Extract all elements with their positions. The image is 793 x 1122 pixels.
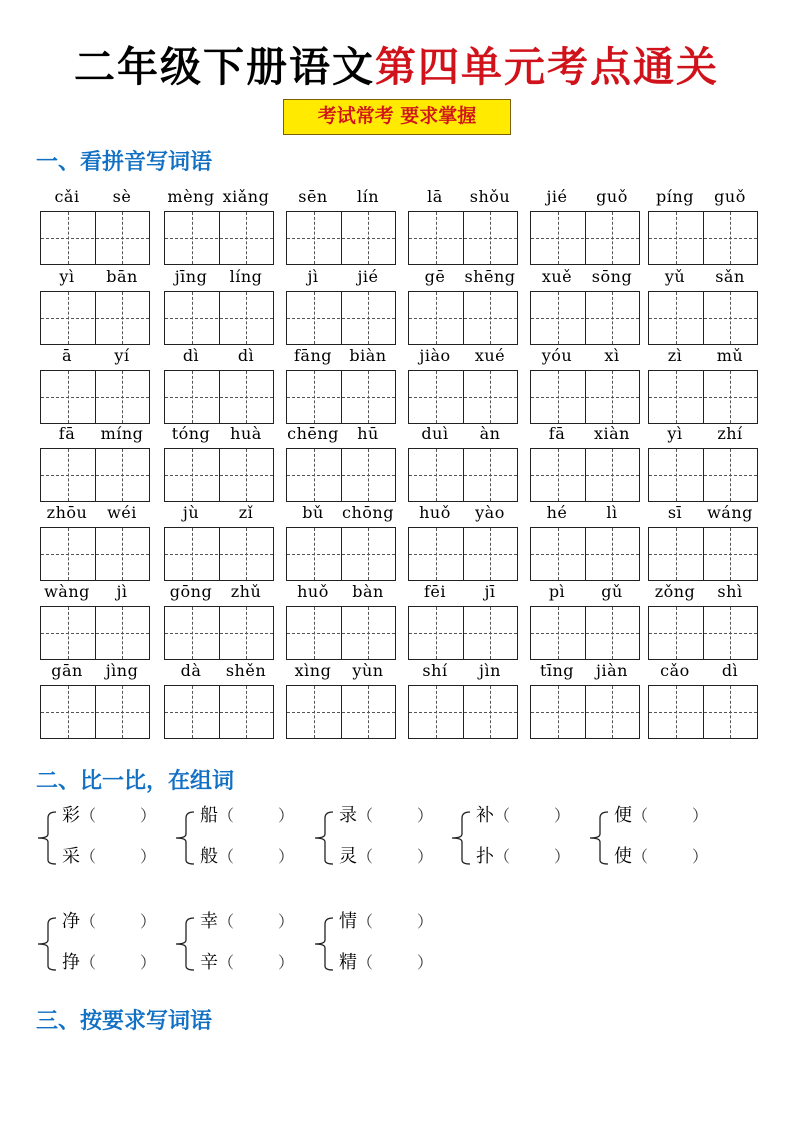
pinyin-syllable: cǎi bbox=[54, 187, 80, 206]
compare-group bbox=[172, 804, 312, 868]
pinyin-syllable: jiàn bbox=[596, 661, 628, 680]
writing-grid[interactable] bbox=[648, 211, 758, 265]
compare-word-line[interactable] bbox=[339, 845, 433, 869]
compare-word-line[interactable] bbox=[476, 845, 570, 869]
paren-right: ） bbox=[417, 847, 434, 866]
compare-char: 使 bbox=[614, 846, 632, 867]
writing-grid[interactable] bbox=[648, 685, 758, 739]
pinyin-syllable: yì bbox=[59, 267, 75, 286]
pinyin-cell bbox=[40, 267, 152, 345]
pinyin-syllable: yì bbox=[667, 424, 683, 443]
pinyin-syllable: wàng bbox=[44, 582, 90, 601]
pinyin-cell bbox=[530, 582, 642, 660]
pinyin-cell bbox=[648, 503, 760, 581]
writing-grid[interactable] bbox=[40, 370, 150, 424]
pinyin-syllable: wáng bbox=[707, 503, 753, 522]
paren-left: （ bbox=[218, 806, 235, 825]
paren-right: ） bbox=[278, 953, 295, 972]
pinyin-cell bbox=[286, 661, 398, 739]
writing-grid[interactable] bbox=[530, 291, 640, 345]
pinyin-cell bbox=[530, 346, 642, 424]
paren-left: （ bbox=[494, 806, 511, 825]
pinyin-syllable: zhǔ bbox=[230, 582, 262, 601]
compare-group bbox=[586, 804, 726, 868]
pinyin-cell bbox=[408, 424, 520, 502]
brace-icon bbox=[34, 804, 60, 870]
brace-icon bbox=[311, 910, 337, 976]
compare-char: 般 bbox=[200, 846, 218, 867]
pinyin-syllable: yùn bbox=[352, 661, 384, 680]
pinyin-syllable: bǔ bbox=[302, 503, 324, 522]
pinyin-cell bbox=[408, 582, 520, 660]
compare-char: 便 bbox=[614, 805, 632, 826]
pinyin-syllable: sè bbox=[112, 187, 132, 206]
pinyin-syllable: jìng bbox=[105, 661, 139, 680]
paren-left: （ bbox=[218, 847, 235, 866]
compare-word-line[interactable] bbox=[614, 804, 708, 828]
pinyin-syllable: yào bbox=[475, 503, 505, 522]
pinyin-syllable: ā bbox=[61, 346, 73, 365]
pinyin-syllable: hū bbox=[357, 424, 379, 443]
pinyin-syllable: zǐ bbox=[238, 503, 254, 522]
pinyin-syllable: fāng bbox=[293, 346, 332, 365]
paren-right: ） bbox=[278, 806, 295, 825]
paren-left: （ bbox=[218, 953, 235, 972]
pinyin-cell bbox=[530, 503, 642, 581]
compare-word-line[interactable] bbox=[339, 804, 433, 828]
writing-grid[interactable] bbox=[530, 606, 640, 660]
pinyin-syllable: bān bbox=[106, 267, 138, 286]
brace-icon bbox=[172, 804, 198, 870]
pinyin-syllable: líng bbox=[229, 267, 263, 286]
section-title-pinyin: 一、看拼音写词语 bbox=[36, 150, 213, 175]
compare-char: 净 bbox=[62, 911, 80, 932]
pinyin-syllable: jì bbox=[116, 582, 128, 601]
pinyin-syllable: sēn bbox=[298, 187, 328, 206]
pinyin-syllable: shěn bbox=[225, 661, 267, 680]
pinyin-syllable: gān bbox=[51, 661, 83, 680]
paren-right: ） bbox=[692, 847, 709, 866]
paren-right: ） bbox=[140, 912, 157, 931]
writing-grid[interactable] bbox=[408, 291, 518, 345]
brace-icon bbox=[34, 910, 60, 976]
paren-right: ） bbox=[417, 953, 434, 972]
pinyin-syllable: wéi bbox=[107, 503, 137, 522]
writing-grid[interactable] bbox=[648, 606, 758, 660]
pinyin-syllable: xì bbox=[604, 346, 620, 365]
writing-grid[interactable] bbox=[408, 448, 518, 502]
writing-grid[interactable] bbox=[408, 685, 518, 739]
compare-group bbox=[34, 910, 174, 974]
pinyin-cell bbox=[40, 424, 152, 502]
pinyin-syllable: gōng bbox=[169, 582, 213, 601]
pinyin-syllable: fēi bbox=[423, 582, 446, 601]
pinyin-syllable: lì bbox=[606, 503, 618, 522]
writing-grid[interactable] bbox=[530, 211, 640, 265]
pinyin-syllable: yǔ bbox=[664, 267, 686, 286]
page-title bbox=[0, 34, 793, 93]
compare-word-line[interactable] bbox=[62, 910, 156, 934]
pinyin-syllable: àn bbox=[479, 424, 501, 443]
paren-left: （ bbox=[80, 847, 97, 866]
pinyin-cell bbox=[530, 661, 642, 739]
pinyin-syllable: xué bbox=[474, 346, 506, 365]
writing-grid[interactable] bbox=[40, 291, 150, 345]
pinyin-cell bbox=[408, 267, 520, 345]
pinyin-syllable: dà bbox=[180, 661, 202, 680]
compare-group bbox=[311, 910, 451, 974]
pinyin-syllable: chēng bbox=[287, 424, 339, 443]
paren-right: ） bbox=[554, 847, 571, 866]
pinyin-syllable: lā bbox=[427, 187, 443, 206]
paren-right: ） bbox=[417, 806, 434, 825]
pinyin-cell bbox=[408, 346, 520, 424]
pinyin-syllable: huǒ bbox=[297, 582, 329, 601]
writing-grid[interactable] bbox=[648, 370, 758, 424]
paren-left: （ bbox=[218, 912, 235, 931]
exam-badge: 考试常考 要求掌握 bbox=[283, 99, 511, 135]
brace-icon bbox=[172, 910, 198, 976]
pinyin-syllable: fā bbox=[548, 424, 566, 443]
writing-grid[interactable] bbox=[530, 448, 640, 502]
writing-grid[interactable] bbox=[40, 685, 150, 739]
pinyin-cell bbox=[530, 267, 642, 345]
compare-word-line[interactable] bbox=[62, 951, 156, 975]
paren-left: （ bbox=[80, 912, 97, 931]
paren-right: ） bbox=[140, 806, 157, 825]
compare-word-line[interactable] bbox=[200, 951, 294, 975]
pinyin-cell bbox=[164, 346, 276, 424]
pinyin-syllable: zhōu bbox=[46, 503, 88, 522]
pinyin-cell bbox=[164, 661, 276, 739]
pinyin-syllable: míng bbox=[100, 424, 144, 443]
pinyin-cell bbox=[530, 187, 642, 265]
pinyin-syllable: sī bbox=[667, 503, 683, 522]
writing-grid[interactable] bbox=[164, 606, 274, 660]
writing-grid[interactable] bbox=[286, 527, 396, 581]
pinyin-cell bbox=[40, 661, 152, 739]
writing-grid[interactable] bbox=[164, 211, 274, 265]
pinyin-cell bbox=[40, 582, 152, 660]
pinyin-cell bbox=[286, 187, 398, 265]
writing-grid[interactable] bbox=[408, 527, 518, 581]
writing-grid[interactable] bbox=[648, 448, 758, 502]
pinyin-syllable: shēng bbox=[464, 267, 516, 286]
pinyin-syllable: tóng bbox=[171, 424, 211, 443]
pinyin-syllable: mǔ bbox=[716, 346, 744, 365]
pinyin-syllable: xìng bbox=[294, 661, 332, 680]
writing-grid[interactable] bbox=[40, 606, 150, 660]
pinyin-cell bbox=[286, 503, 398, 581]
compare-char: 采 bbox=[62, 846, 80, 867]
pinyin-syllable: jī bbox=[484, 582, 496, 601]
writing-grid[interactable] bbox=[408, 370, 518, 424]
section-title-write: 三、按要求写词语 bbox=[36, 1009, 213, 1034]
pinyin-syllable: fā bbox=[58, 424, 76, 443]
writing-grid[interactable] bbox=[164, 448, 274, 502]
writing-grid[interactable] bbox=[648, 291, 758, 345]
compare-group bbox=[172, 910, 312, 974]
writing-grid[interactable] bbox=[530, 527, 640, 581]
pinyin-syllable: duì bbox=[421, 424, 449, 443]
pinyin-syllable: jīng bbox=[174, 267, 208, 286]
compare-word-line[interactable] bbox=[200, 845, 294, 869]
pinyin-syllable: shì bbox=[717, 582, 743, 601]
pinyin-cell bbox=[40, 503, 152, 581]
pinyin-syllable: pì bbox=[548, 582, 566, 601]
pinyin-syllable: zì bbox=[667, 346, 683, 365]
compare-word-line[interactable] bbox=[476, 804, 570, 828]
compare-group bbox=[448, 804, 588, 868]
compare-char: 情 bbox=[339, 911, 357, 932]
pinyin-cell bbox=[530, 424, 642, 502]
compare-word-line[interactable] bbox=[200, 910, 294, 934]
compare-group bbox=[34, 804, 174, 868]
brace-icon bbox=[586, 804, 612, 870]
brace-icon bbox=[448, 804, 474, 870]
pinyin-cell bbox=[40, 346, 152, 424]
pinyin-cell bbox=[408, 503, 520, 581]
paren-left: （ bbox=[632, 806, 649, 825]
paren-right: ） bbox=[417, 912, 434, 931]
paren-left: （ bbox=[80, 953, 97, 972]
pinyin-syllable: bàn bbox=[352, 582, 384, 601]
pinyin-syllable: shí bbox=[422, 661, 448, 680]
writing-grid[interactable] bbox=[286, 685, 396, 739]
title-red: 第四单元考点通关 bbox=[375, 43, 719, 91]
writing-grid[interactable] bbox=[648, 527, 758, 581]
writing-grid[interactable] bbox=[40, 448, 150, 502]
compare-char: 录 bbox=[339, 805, 357, 826]
brace-icon bbox=[311, 804, 337, 870]
pinyin-syllable: sōng bbox=[591, 267, 633, 286]
pinyin-syllable: biàn bbox=[349, 346, 387, 365]
pinyin-syllable: guǒ bbox=[714, 187, 746, 206]
pinyin-syllable: huǒ bbox=[419, 503, 451, 522]
compare-char: 幸 bbox=[200, 911, 218, 932]
pinyin-cell bbox=[164, 503, 276, 581]
pinyin-syllable: yí bbox=[114, 346, 130, 365]
pinyin-cell bbox=[408, 661, 520, 739]
compare-word-line[interactable] bbox=[339, 951, 433, 975]
pinyin-cell bbox=[164, 187, 276, 265]
writing-grid[interactable] bbox=[286, 448, 396, 502]
pinyin-cell bbox=[648, 661, 760, 739]
pinyin-cell bbox=[286, 346, 398, 424]
compare-word-line[interactable] bbox=[200, 804, 294, 828]
compare-group bbox=[311, 804, 451, 868]
paren-left: （ bbox=[357, 953, 374, 972]
pinyin-cell bbox=[286, 424, 398, 502]
compare-word-line[interactable] bbox=[614, 845, 708, 869]
pinyin-syllable: chōng bbox=[342, 503, 394, 522]
writing-grid[interactable] bbox=[164, 370, 274, 424]
pinyin-syllable: xiàn bbox=[594, 424, 630, 443]
pinyin-syllable: jié bbox=[546, 187, 568, 206]
compare-char: 补 bbox=[476, 805, 494, 826]
writing-grid[interactable] bbox=[530, 370, 640, 424]
pinyin-syllable: zhí bbox=[717, 424, 743, 443]
pinyin-syllable: píng bbox=[656, 187, 694, 206]
compare-char: 灵 bbox=[339, 846, 357, 867]
paren-left: （ bbox=[357, 847, 374, 866]
pinyin-syllable: guǒ bbox=[596, 187, 628, 206]
pinyin-syllable: gǔ bbox=[601, 582, 623, 601]
compare-word-line[interactable] bbox=[62, 845, 156, 869]
writing-grid[interactable] bbox=[286, 606, 396, 660]
pinyin-cell bbox=[286, 582, 398, 660]
compare-word-line[interactable] bbox=[339, 910, 433, 934]
pinyin-cell bbox=[40, 187, 152, 265]
pinyin-cell bbox=[648, 267, 760, 345]
compare-char: 挣 bbox=[62, 952, 80, 973]
writing-grid[interactable] bbox=[164, 685, 274, 739]
pinyin-syllable: gē bbox=[424, 267, 446, 286]
pinyin-syllable: cǎo bbox=[660, 661, 690, 680]
paren-left: （ bbox=[494, 847, 511, 866]
compare-char: 船 bbox=[200, 805, 218, 826]
pinyin-syllable: hé bbox=[546, 503, 568, 522]
writing-grid[interactable] bbox=[530, 685, 640, 739]
pinyin-syllable: zǒng bbox=[654, 582, 696, 601]
paren-left: （ bbox=[80, 806, 97, 825]
pinyin-cell bbox=[408, 187, 520, 265]
pinyin-syllable: jù bbox=[182, 503, 200, 522]
compare-word-line[interactable] bbox=[62, 804, 156, 828]
pinyin-syllable: xiǎng bbox=[222, 187, 270, 206]
pinyin-syllable: sǎn bbox=[715, 267, 745, 286]
paren-right: ） bbox=[140, 953, 157, 972]
pinyin-syllable: dì bbox=[182, 346, 200, 365]
writing-grid[interactable] bbox=[164, 527, 274, 581]
compare-char: 扑 bbox=[476, 846, 494, 867]
writing-grid[interactable] bbox=[286, 291, 396, 345]
pinyin-syllable: lín bbox=[356, 187, 380, 206]
pinyin-cell bbox=[648, 582, 760, 660]
writing-grid[interactable] bbox=[408, 606, 518, 660]
writing-grid[interactable] bbox=[286, 370, 396, 424]
pinyin-syllable: jié bbox=[357, 267, 379, 286]
section-title-compare: 二、比一比，在组词 bbox=[36, 769, 235, 794]
pinyin-cell bbox=[648, 346, 760, 424]
pinyin-cell bbox=[164, 582, 276, 660]
pinyin-syllable: xuě bbox=[541, 267, 573, 286]
paren-right: ） bbox=[140, 847, 157, 866]
pinyin-cell bbox=[286, 267, 398, 345]
pinyin-syllable: dì bbox=[721, 661, 739, 680]
title-black: 二年级下册语文 bbox=[74, 43, 375, 91]
pinyin-syllable: yóu bbox=[541, 346, 573, 365]
pinyin-cell bbox=[648, 424, 760, 502]
writing-grid[interactable] bbox=[40, 527, 150, 581]
paren-left: （ bbox=[357, 806, 374, 825]
pinyin-syllable: jìn bbox=[479, 661, 501, 680]
paren-left: （ bbox=[632, 847, 649, 866]
compare-char: 精 bbox=[339, 952, 357, 973]
writing-grid[interactable] bbox=[408, 211, 518, 265]
writing-grid[interactable] bbox=[164, 291, 274, 345]
paren-right: ） bbox=[278, 847, 295, 866]
writing-grid[interactable] bbox=[40, 211, 150, 265]
pinyin-syllable: jì bbox=[307, 267, 319, 286]
pinyin-syllable: huà bbox=[230, 424, 262, 443]
compare-char: 彩 bbox=[62, 805, 80, 826]
pinyin-cell bbox=[164, 267, 276, 345]
pinyin-syllable: dì bbox=[237, 346, 255, 365]
pinyin-syllable: shǒu bbox=[469, 187, 511, 206]
pinyin-syllable: mèng bbox=[167, 187, 215, 206]
pinyin-cell bbox=[648, 187, 760, 265]
paren-right: ） bbox=[554, 806, 571, 825]
compare-char: 辛 bbox=[200, 952, 218, 973]
paren-right: ） bbox=[692, 806, 709, 825]
pinyin-syllable: jiào bbox=[419, 346, 451, 365]
writing-grid[interactable] bbox=[286, 211, 396, 265]
paren-left: （ bbox=[357, 912, 374, 931]
pinyin-syllable: tīng bbox=[539, 661, 575, 680]
pinyin-cell bbox=[164, 424, 276, 502]
paren-right: ） bbox=[278, 912, 295, 931]
